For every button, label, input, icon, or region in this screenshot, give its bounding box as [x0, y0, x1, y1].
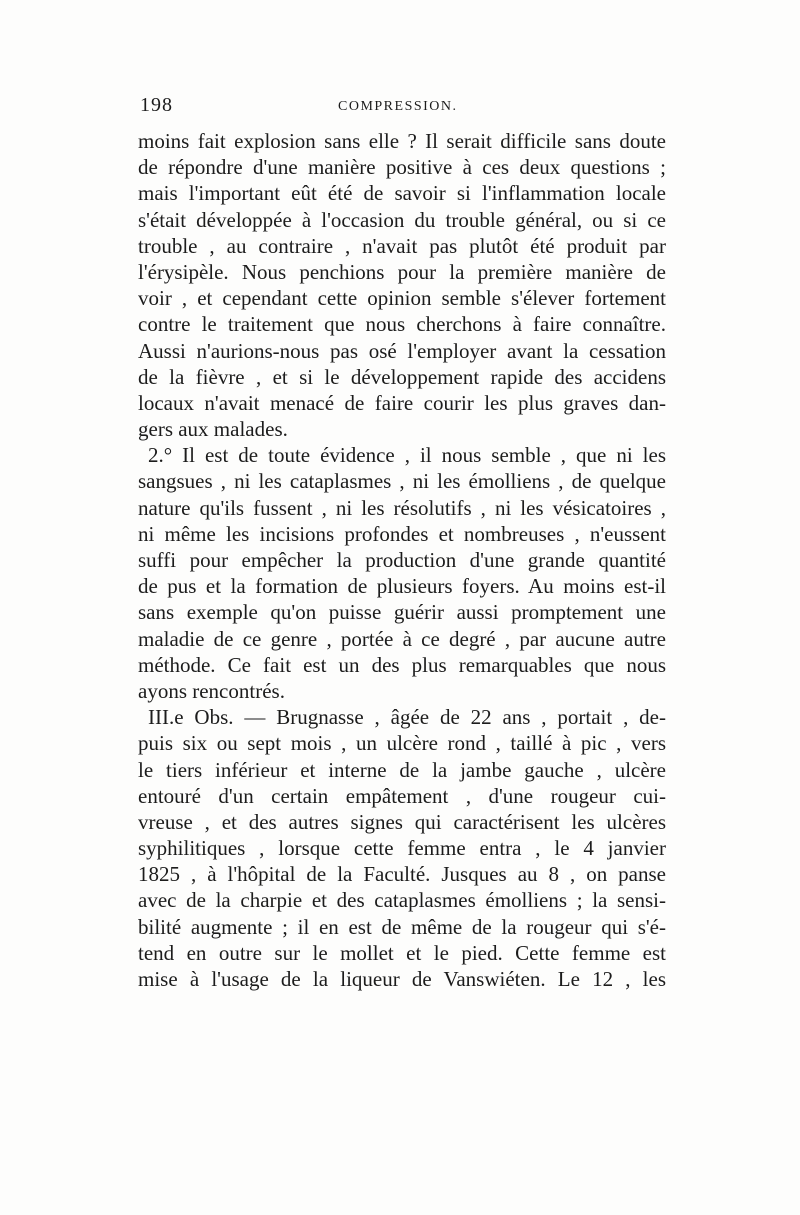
- text-line: moins fait explosion sans elle ? Il serait difficile sans doute: [138, 129, 666, 153]
- running-title: COMPRESSION.: [338, 99, 458, 114]
- text-line: ni même les incisions profondes et nombreuses , n'eussent: [138, 521, 666, 546]
- page-number: 198: [140, 94, 173, 116]
- text-line: gers aux malades.: [138, 417, 288, 442]
- text-line: 1825 , à l'hôpital de la Faculté. Jusques au 8 , on panse: [138, 862, 666, 887]
- text-line: sangsues , ni les cataplasmes , ni les émolliens , de quelque: [138, 469, 666, 494]
- text-line: contre le traitement que nous cherchons à faire connaître.: [138, 312, 666, 337]
- text-line: voir , et cependant cette opinion semble s'élever fortement: [138, 286, 666, 311]
- text-line: de la fièvre , et si le développement rapide des accidens: [138, 364, 666, 389]
- text-line: s'était développée à l'occasion du trouble général, ou si ce: [138, 207, 666, 232]
- text-line: de répondre d'une manière positive à ces deux questions ;: [138, 155, 666, 180]
- text-line: locaux n'avait menacé de faire courir les plus graves dan-: [138, 390, 666, 415]
- body-text: [138, 128, 666, 992]
- text-line: de pus et la formation de plusieurs foyers. Au moins est-il: [138, 574, 666, 599]
- text-line: ayons rencontrés.: [138, 678, 285, 703]
- text-line: sans exemple qu'on puisse guérir aussi promptement une: [138, 600, 666, 625]
- text-line: mais l'important eût été de savoir si l'inflammation locale: [138, 181, 666, 206]
- text-line: syphilitiques , lorsque cette femme entra , le 4 janvier: [138, 836, 666, 861]
- text-line: bilité augmente ; il en est de même de la rougeur qui s'é-: [138, 914, 666, 939]
- text-line: puis six ou sept mois , un ulcère rond , taillé à pic , vers: [138, 731, 666, 756]
- text-line: vreuse , et des autres signes qui caractérisent les ulcères: [138, 809, 666, 834]
- text-line: nature qu'ils fussent , ni les résolutifs , ni les vésicatoires ,: [138, 495, 666, 520]
- text-line: Aussi n'aurions-nous pas osé l'employer avant la cessation: [138, 338, 666, 363]
- text-line: le tiers inférieur et interne de la jambe gauche , ulcère: [138, 757, 666, 782]
- text-line: entouré d'un certain empâtement , d'une rougeur cui-: [138, 783, 666, 808]
- text-line: 2.° Il est de toute évidence , il nous semble , que ni les: [148, 443, 666, 468]
- text-line: méthode. Ce fait est un des plus remarquables que nous: [138, 652, 666, 677]
- text-line: mise à l'usage de la liqueur de Vanswiéten. Le 12 , les: [138, 967, 666, 991]
- text-line: III.e Obs. — Brugnasse , âgée de 22 ans , portait , de-: [148, 705, 666, 730]
- text-line: suffi pour empêcher la production d'une grande quantité: [138, 548, 666, 572]
- text-line: trouble , au contraire , n'avait pas plutôt été produit par: [138, 233, 666, 258]
- text-line: tend en outre sur le mollet et le pied. Cette femme est: [138, 940, 666, 965]
- text-line: avec de la charpie et des cataplasmes émolliens ; la sensi-: [138, 888, 666, 913]
- running-head: [140, 94, 666, 124]
- text-line: l'érysipèle. Nous penchions pour la première manière de: [138, 259, 666, 284]
- text-line: maladie de ce genre , portée à ce degré , par aucune autre: [138, 626, 666, 651]
